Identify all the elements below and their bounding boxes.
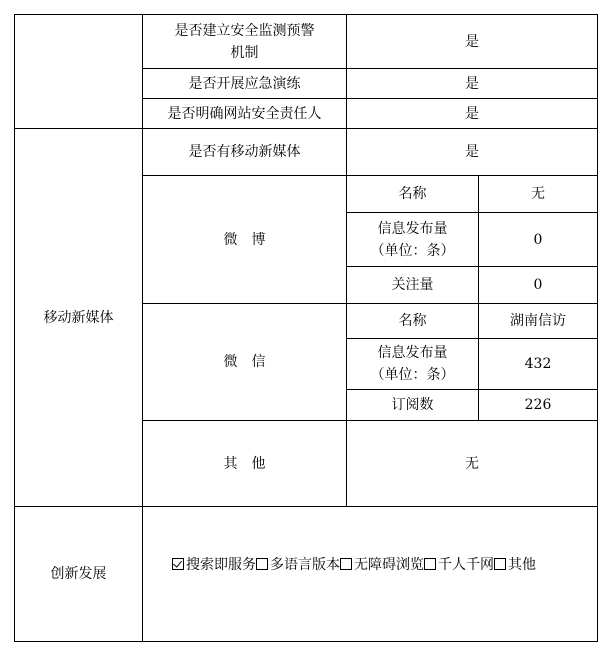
option-search-service[interactable]: 搜索即服务: [172, 554, 256, 574]
row-value-has-media: 是: [465, 144, 479, 160]
weibo-name-label: 名称: [398, 186, 427, 202]
checkbox-icon: [494, 558, 506, 570]
row-label-responsible: 是否明确网站安全责任人: [167, 105, 322, 122]
row-value-monitoring: 是: [465, 33, 479, 50]
weibo-label: 微 博: [223, 231, 266, 248]
option-accessibility[interactable]: 无障碍浏览: [340, 554, 424, 574]
weibo-followers-label: 关注量: [391, 277, 434, 293]
checkbox-icon: [424, 558, 436, 570]
wechat-name-value: 湖南信访: [510, 313, 566, 329]
checkbox-icon: [340, 558, 352, 570]
weibo-posts-label: 信息发布量 （单位：条）: [370, 220, 455, 259]
group-label-mobile-media: 移动新媒体: [43, 309, 114, 326]
rule: [14, 641, 598, 642]
weibo-followers-value: 0: [533, 277, 543, 293]
innovation-options: [172, 552, 536, 576]
rule: [597, 14, 598, 642]
weibo-posts-value: 0: [533, 231, 543, 248]
wechat-subs-value: 226: [524, 397, 552, 413]
wechat-name-label: 名称: [398, 313, 427, 329]
weibo-name-value: 无: [531, 186, 545, 202]
row-label-has-media: 是否有移动新媒体: [188, 144, 301, 160]
row-value-drill: 是: [465, 75, 479, 92]
group-label-innovation: 创新发展: [50, 566, 107, 582]
other-value: 无: [465, 455, 479, 472]
wechat-posts-label: 信息发布量 （单位：条）: [370, 345, 455, 383]
checkbox-checked-icon: [172, 558, 184, 570]
wechat-subs-label: 订阅数: [391, 397, 434, 413]
row-value-responsible: 是: [465, 105, 479, 122]
option-multilingual[interactable]: 多语言版本: [256, 554, 340, 574]
option-other[interactable]: 其他: [494, 554, 536, 574]
wechat-posts-value: 432: [524, 356, 552, 372]
row-label-monitoring: 是否建立安全监测预警 机制: [174, 22, 315, 61]
wechat-label: 微 信: [223, 354, 266, 370]
option-personalized[interactable]: 千人千网: [424, 554, 494, 574]
other-label: 其 他: [223, 455, 266, 472]
row-label-drill: 是否开展应急演练: [188, 75, 301, 92]
checkbox-icon: [256, 558, 268, 570]
